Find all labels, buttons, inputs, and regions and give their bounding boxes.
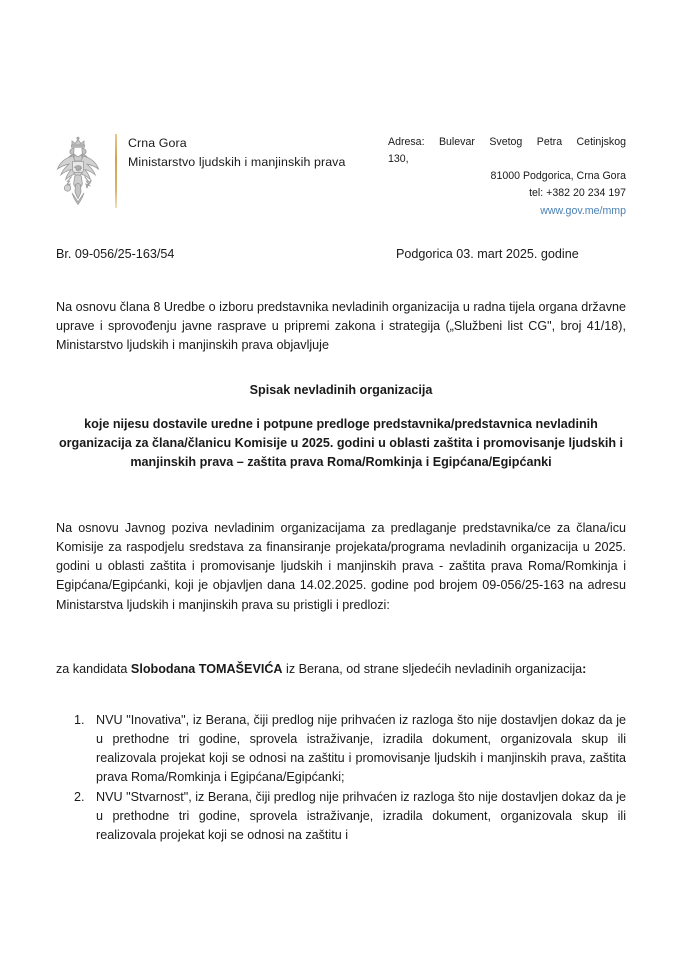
letterhead-divider-rule: [115, 134, 117, 208]
address-block: [388, 134, 626, 220]
intro-paragraph: Na osnovu člana 8 Uredbe o izboru predstavnika nevladinih organizacija u radna tijela organa državne uprave i sprovođenju javne rasprave u pripremi zakona i strategija („Službeni list CG", broj 41/18), Ministarstvo ljudskih i manjinskih prava objavljuje: [56, 300, 626, 353]
candidate-name: Slobodana TOMAŠEVIĆA: [130, 662, 283, 676]
country-name: Crna Gora: [128, 136, 187, 150]
place-and-date: Podgorica 03. mart 2025. godine: [396, 247, 579, 261]
address-phone-line: tel: +382 20 234 197: [529, 187, 626, 200]
list-item-text: NVU "Stvarnost", iz Berana, čiji predlog nije prihvaćen iz razloga što nije dostavljen dokaz da je u prethodne tri godine, sprovela istraživanje, izradila dokument, organizovala skup ili realizovala projekat koji se odnosi na zaštitu i: [96, 789, 626, 842]
list-item: [56, 788, 626, 845]
address-city-line: 81000 Podgorica, Crna Gora: [490, 170, 626, 183]
reference-number: Br. 09-056/25-163/54: [56, 247, 175, 261]
organization-block: [128, 134, 345, 172]
list-item-marker: 1.: [74, 713, 85, 727]
address-street-number: 130,: [388, 153, 409, 166]
heading-block: [56, 381, 626, 473]
list-item-text: NVU "Inovativa", iz Berana, čiji predlog nije prihvaćen iz razloga što nije dostavljen dokaz da je u prethodne tri godine, sprovela istraživanje, izradila dokument, organizovala skup ili realizovala projekat koji se odnosi na zaštitu i promovisanje ljudskih i manjinskih prava, zaštita prava Roma/Romkinja i Egipćana/Egipćanki;: [96, 713, 626, 785]
list-item-marker: 2.: [74, 789, 85, 804]
candidate-colon: :: [582, 662, 587, 676]
letterhead: [0, 128, 679, 228]
list-item: [56, 711, 626, 788]
ministry-name: Ministarstvo ljudskih i manjinskih prava: [128, 155, 346, 170]
montenegro-coat-of-arms-icon: [52, 136, 104, 208]
basis-paragraph: Na osnovu Javnog poziva nevladinim organizacijama za predlaganje predstavnika/ce za člana/icu Komisije za raspodjelu sredstava za finansiranje projekata/programa nevladinih organizacija u 2025. godini u oblasti zaštita i promovisanje ljudskih i manjinskih prava - zaštita prava Roma/Romkinja i Egipćana/Egipćanki, koji je objavljen dana 14.02.2025. godine pod brojem 09-056/25-163 na adresu Ministarstva ljudskih i manjinskih prava su pristigli i predlozi:: [56, 521, 626, 612]
address-street-line: Adresa: Bulevar Svetog Petra Cetinjskog: [388, 136, 626, 148]
page-subtitle: koje nijesu dostavile uredne i potpune predloge predstavnika/predstavnica nevladinih organizacija za člana/članicu Komisije u 2025. godini u oblasti zaštita i promovisanje ljudskih i manjinskih prava – zaštita prava Roma/Romkinja i Egipćana/Egipćanki: [58, 417, 624, 470]
candidate-suffix: iz Berana, od strane sljedećih nevladinih organizacija: [282, 662, 583, 676]
organization-list: [56, 711, 626, 845]
page-title: Spisak nevladinih organizacija: [249, 383, 433, 397]
candidate-paragraph: [56, 660, 626, 679]
candidate-prefix: za kandidata: [56, 662, 131, 676]
address-website-link[interactable]: www.gov.me/mmp: [540, 204, 626, 217]
